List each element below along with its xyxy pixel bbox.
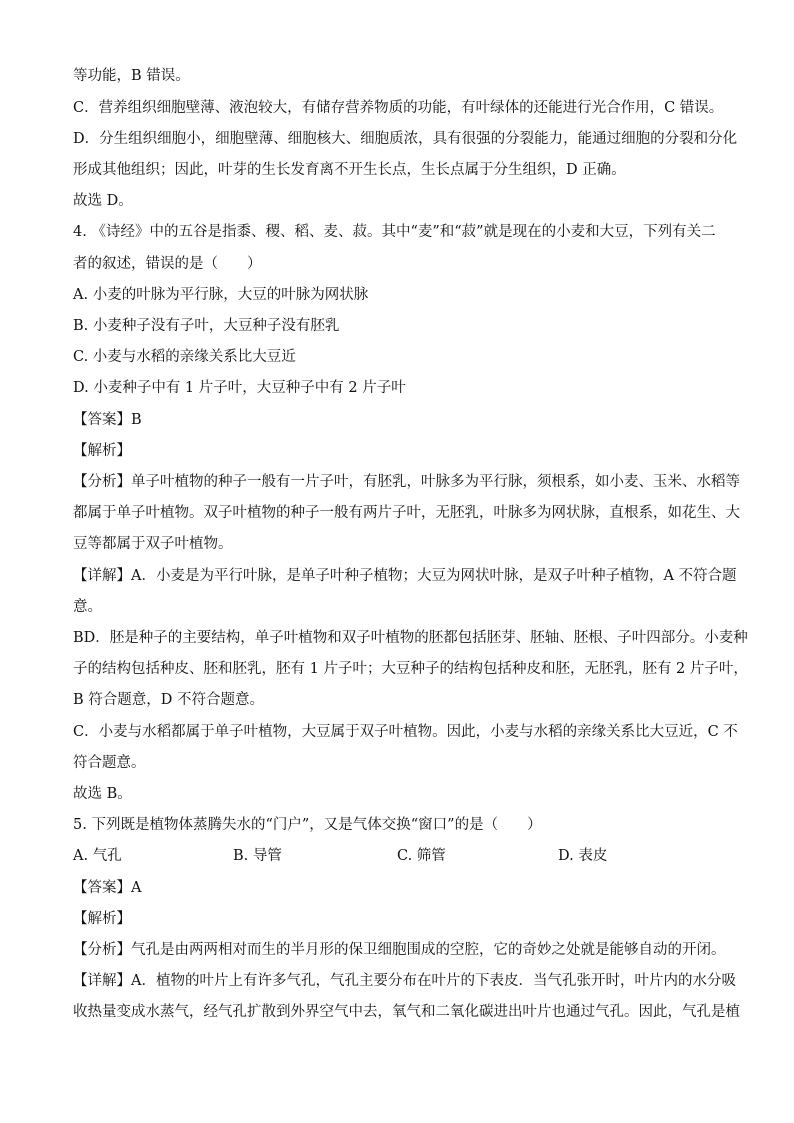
question-4-option-d: D. 小麦种子中有 1 片子叶，大豆种子中有 2 片子叶 bbox=[73, 380, 406, 396]
text-line: 故选 D。 bbox=[73, 193, 133, 209]
text-line: 形成其他组织；因此，叶芽的生长发育离不开生长点，生长点属于分生组织，D 正确。 bbox=[73, 162, 626, 178]
answer-label: 【答案】A bbox=[73, 880, 142, 896]
text-line: 【分析】单子叶植物的种子一般有一片子叶，有胚乳，叶脉多为平行脉，须根系，如小麦、玉米、水稻等 bbox=[73, 474, 740, 490]
text-line: 意。 bbox=[73, 599, 102, 615]
text-line: 等功能，B 错误。 bbox=[73, 68, 190, 84]
question-5-option-b: B. 导管 bbox=[233, 848, 282, 864]
analysis-label: 【解析】 bbox=[73, 443, 131, 459]
text-line: 都属于单子叶植物。双子叶植物的种子一般有两片子叶，无胚乳，叶脉多为网状脉，直根系，如花生、大 bbox=[73, 505, 740, 521]
text-line: B 符合题意，D 不符合题意。 bbox=[73, 692, 264, 708]
question-4-option-a: A. 小麦的叶脉为平行脉，大豆的叶脉为网状脉 bbox=[73, 287, 369, 303]
question-4-option-b: B. 小麦种子没有子叶，大豆种子没有胚乳 bbox=[73, 318, 340, 334]
question-4-option-c: C. 小麦与水稻的亲缘关系比大豆近 bbox=[73, 349, 296, 365]
text-line: 故选 B。 bbox=[73, 786, 132, 802]
text-line: 收热量变成水蒸气，经气孔扩散到外界空气中去，氧气和二氧化碳进出叶片也通过气孔。因此，气孔是植 bbox=[73, 1004, 740, 1020]
answer-label: 【答案】B bbox=[73, 412, 142, 428]
question-5-option-a: A. 气孔 bbox=[73, 848, 122, 864]
text-line: C．小麦与水稻都属于单子叶植物，大豆属于双子叶植物。因此，小麦与水稻的亲缘关系比大豆近，C 不 bbox=[73, 724, 738, 740]
text-line: D．分生组织细胞小，细胞壁薄、细胞核大、细胞质浓，具有很强的分裂能力，能通过细胞的分裂和分化 bbox=[73, 131, 738, 147]
text-line: BD．胚是种子的主要结构，单子叶植物和双子叶植物的胚都包括胚芽、胚轴、胚根、子叶四部分。小麦种 bbox=[73, 630, 748, 646]
question-5-option-d: D. 表皮 bbox=[558, 848, 608, 864]
question-5-options bbox=[73, 846, 723, 866]
question-5-option-c: C. 筛管 bbox=[397, 848, 446, 864]
text-line: 豆等都属于双子叶植物。 bbox=[73, 536, 233, 552]
text-line: C．营养组织细胞壁薄、液泡较大，有储存营养物质的功能，有叶绿体的还能进行光合作用，C 错误。 bbox=[73, 100, 724, 116]
question-4-stem: 者的叙述，错误的是（ ） bbox=[73, 256, 262, 272]
question-4-stem: 4. 《诗经》中的五谷是指黍、稷、稻、麦、菽。其中“麦”和“菽”就是现在的小麦和大豆，下列有关二 bbox=[73, 224, 716, 240]
text-line: 【详解】A．植物的叶片上有许多气孔，气孔主要分布在叶片的下表皮．当气孔张开时，叶片内的水分吸 bbox=[73, 973, 736, 989]
question-5-stem: 5. 下列既是植物体蒸腾失水的“门户”，又是气体交换“窗口”的是（ ） bbox=[73, 817, 542, 833]
text-line: 【详解】A．小麦是为平行叶脉，是单子叶种子植物；大豆为网状叶脉，是双子叶种子植物，A 不符合题 bbox=[73, 568, 737, 584]
text-line: 子的结构包括种皮、胚和胚乳，胚有 1 片子叶；大豆种子的结构包括种皮和胚，无胚乳，胚有 2 片子叶， bbox=[73, 661, 748, 677]
text-line: 【分析】气孔是由两两相对而生的半月形的保卫细胞围成的空腔，它的奇妙之处就是能够自动的开闭。 bbox=[73, 942, 726, 958]
text-line: 符合题意。 bbox=[73, 755, 146, 771]
analysis-label: 【解析】 bbox=[73, 911, 131, 927]
